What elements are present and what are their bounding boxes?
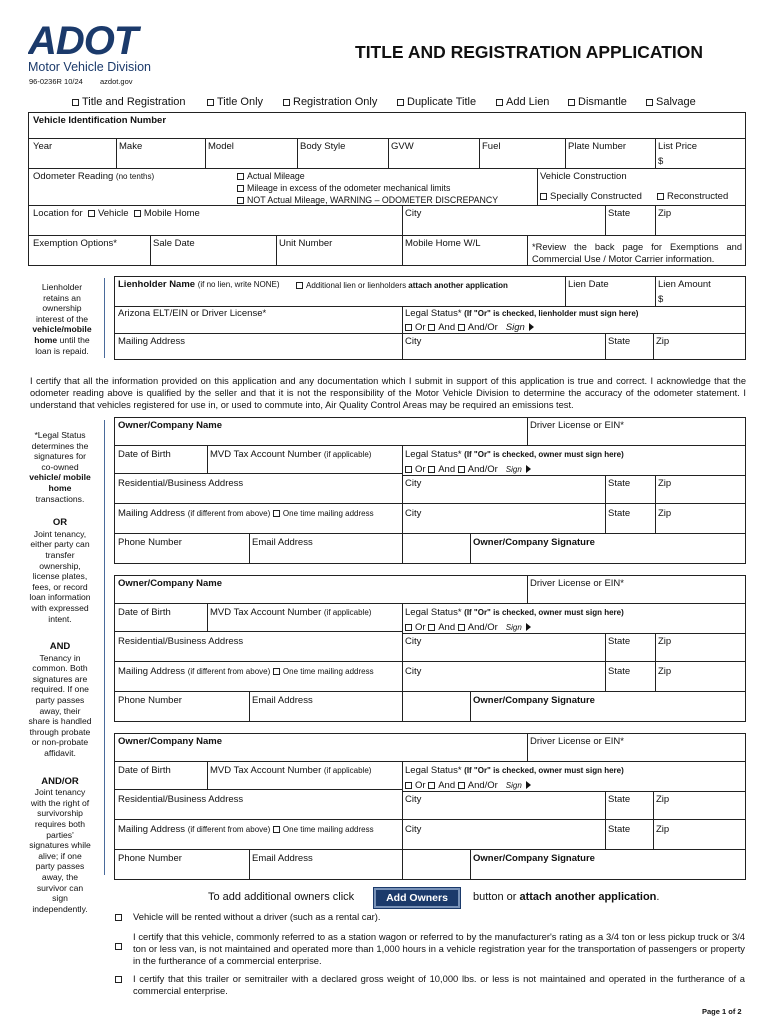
lien-city: City (405, 336, 422, 347)
owner-dob-label: Date of Birth (118, 449, 171, 460)
owner-city: City (405, 478, 422, 489)
checkbox[interactable] (237, 185, 244, 192)
owner-email: Email Address (252, 695, 313, 706)
checkbox[interactable] (397, 99, 404, 106)
owner-dob-label: Date of Birth (118, 765, 171, 776)
unit-number: Unit Number (279, 238, 333, 249)
location-state: State (608, 208, 631, 219)
vin-label: Vehicle Identification Number (33, 115, 167, 126)
owner-mailing-zip: Zip (658, 666, 672, 677)
location-zip: Zip (658, 208, 672, 219)
owner-mailing-city: City (405, 508, 422, 519)
app-type-dismantle[interactable] (568, 96, 627, 108)
and-checkbox[interactable] (428, 466, 435, 473)
sign-arrow-icon[interactable] (526, 465, 531, 473)
owner-mailing-city: City (405, 824, 422, 835)
owner-mailing-zip: Zip (658, 508, 672, 519)
or-checkbox[interactable] (405, 466, 412, 473)
owner-mailing-state: State (608, 666, 631, 677)
and-checkbox[interactable] (428, 324, 435, 331)
checkbox[interactable] (88, 210, 95, 217)
mailing-sub: (if different from above) (187, 667, 271, 676)
owner-mvd-tax (210, 607, 371, 618)
app-type-title-registration[interactable] (72, 96, 186, 108)
lien-mailing: Mailing Address (118, 336, 186, 347)
app-type-label: Title and Registration (82, 96, 186, 108)
side-note-bold: vehicle/mobile home (32, 324, 92, 345)
odometer-label (33, 171, 154, 182)
checkbox[interactable] (237, 197, 244, 204)
owner-zip: Zip (658, 636, 672, 647)
legal-status-side (28, 430, 92, 914)
lienholder-name (118, 279, 280, 290)
legal-intro (28, 430, 92, 504)
owner-city: City (405, 636, 422, 647)
year-label: Year (33, 141, 53, 152)
app-type-add-lien[interactable] (496, 96, 549, 108)
and-text: And (438, 780, 456, 791)
andor-checkbox[interactable] (458, 624, 465, 631)
owner-mailing-city: City (405, 666, 422, 677)
legal-status-sub: (If "Or" is checked, lienholder must sign here) (464, 309, 639, 318)
model-label: Model (208, 141, 234, 152)
reconstructed[interactable] (657, 191, 728, 202)
division-name: Motor Vehicle Division (28, 60, 151, 74)
legal-status-sub: (If "Or" is checked, owner must sign here) (464, 608, 624, 617)
adot-logo (28, 20, 188, 60)
add-owners-button[interactable]: Add Owners (374, 888, 460, 908)
checkbox[interactable] (540, 193, 547, 200)
review-note: *Review the back page for Exemptions and Commercial Use / Motor Carrier information. (532, 242, 742, 264)
station-wagon-checkbox[interactable] (115, 943, 122, 950)
owner-zip: Zip (658, 478, 672, 489)
side-note-text: Lienholder retains an ownership interest of the (35, 282, 89, 324)
or-text: Or (415, 322, 426, 333)
and-text: And (438, 622, 456, 633)
andor-title: AND/OR (41, 775, 79, 787)
one-time-text: One time mailing address (282, 667, 374, 676)
mailing-sub: (if different from above) (187, 509, 271, 518)
owner-dl-label: Driver License or EIN* (530, 578, 624, 589)
owner-email: Email Address (252, 853, 313, 864)
legal-status-text: Legal Status* (405, 449, 462, 460)
legal-status-sub: (If "Or" is checked, owner must sign here) (464, 766, 624, 775)
owner-email: Email Address (252, 537, 313, 548)
owner-signature: Owner/Company Signature (473, 695, 595, 706)
lien-dollar: $ (658, 294, 664, 305)
owner-state: State (608, 794, 631, 805)
and-title: AND (49, 641, 71, 653)
owner-legal-status (405, 449, 624, 460)
andor-text: Joint tenancy with the right of survivorship requires both parties' signatures while alive; if one party passes away, the survivor can sign independently. (29, 787, 91, 914)
andor-text: And/Or (467, 780, 498, 791)
specially-constructed[interactable] (540, 191, 642, 202)
owner-residential: Residential/Business Address (118, 794, 244, 805)
owner-dl-label: Driver License or EIN* (530, 420, 624, 431)
owner-mailing (118, 666, 374, 677)
one-time-checkbox[interactable] (273, 668, 280, 675)
list-price-dollar: $ (658, 156, 664, 167)
mvd-tax-sub: (if applicable) (323, 608, 372, 617)
lien-state: State (608, 336, 631, 347)
lienholder-name-text: Lienholder Name (118, 279, 196, 290)
checkbox[interactable] (134, 210, 141, 217)
plate-number-label: Plate Number (568, 141, 627, 152)
lien-zip: Zip (656, 336, 670, 347)
owner-section-2 (114, 575, 746, 722)
add-owners-suffix-bold: attach another application (519, 891, 657, 903)
or-checkbox[interactable] (405, 782, 412, 789)
mvd-tax-text: MVD Tax Account Number (210, 765, 322, 776)
legal-status-text: Legal Status* (405, 765, 462, 776)
owner-phone: Phone Number (118, 537, 182, 548)
one-time-text: One time mailing address (282, 509, 374, 518)
lien-date: Lien Date (568, 279, 609, 290)
app-type-label: Title Only (217, 96, 264, 108)
owner-dl-label: Driver License or EIN* (530, 736, 624, 747)
app-type-label: Add Lien (506, 96, 550, 108)
owner-mailing-state: State (608, 824, 631, 835)
andor-text: And/Or (467, 622, 498, 633)
owner-mailing (118, 508, 374, 519)
mvd-tax-sub: (if applicable) (323, 450, 372, 459)
and-text: And (438, 322, 456, 333)
construction-label: Vehicle Construction (540, 171, 627, 182)
legal-status-text: Legal Status* (405, 308, 462, 319)
trailer-text: I certify that this trailer or semitrailer with a declared gross weight of 10,000 lbs. or less is not maintained and operated in the furtherance of a commercial enterprise. (133, 973, 745, 996)
owner-signature: Owner/Company Signature (473, 537, 595, 548)
lienholder-side-note (28, 282, 96, 356)
add-owners-suffix: button or attach another application. (473, 891, 660, 903)
sign-text: Sign (505, 623, 522, 632)
owner-phone: Phone Number (118, 853, 182, 864)
adot-logo-mark (28, 20, 188, 60)
location-for (33, 208, 200, 219)
or-text: Or (415, 622, 426, 633)
andor-text: And/Or (467, 322, 498, 333)
app-type-label: Registration Only (293, 96, 378, 108)
owner-mailing-zip: Zip (656, 824, 670, 835)
owner-legal-status (405, 765, 624, 776)
checkbox[interactable] (646, 99, 653, 106)
mileage-excess-text: Mileage in excess of the odometer mechanical limits (247, 183, 451, 193)
or-checkbox[interactable] (405, 624, 412, 631)
mvd-tax-sub: (if applicable) (323, 766, 372, 775)
fuel-label: Fuel (482, 141, 501, 152)
owner-mvd-tax (210, 449, 371, 460)
body-style-label: Body Style (300, 141, 346, 152)
or-text: Or (415, 464, 426, 475)
sale-date: Sale Date (153, 238, 195, 249)
lien-legal-options (405, 322, 534, 333)
rented-checkbox[interactable] (115, 914, 122, 921)
odometer-sub: (no tenths) (115, 172, 155, 181)
or-checkbox[interactable] (405, 324, 412, 331)
odometer-text: Odometer Reading (33, 171, 114, 182)
location-city: City (405, 208, 422, 219)
make-label: Make (119, 141, 143, 152)
owner-name-label: Owner/Company Name (118, 420, 222, 431)
app-type-label: Salvage (656, 96, 696, 108)
reconstructed-text: Reconstructed (667, 191, 729, 202)
mobile-home-wl: Mobile Home W/L (405, 238, 481, 249)
owner-zip: Zip (656, 794, 670, 805)
mileage-actual[interactable] (237, 171, 305, 182)
owner-section-3 (114, 733, 746, 880)
sign-text: Sign (505, 465, 522, 474)
app-type-label: Dismantle (578, 96, 627, 108)
owner-section-1 (114, 417, 746, 564)
mvd-tax-text: MVD Tax Account Number (210, 607, 322, 618)
legal-intro-text: *Legal Status determines the signatures for co-owned (31, 430, 89, 472)
list-price-label: List Price (658, 141, 698, 152)
or-text: Joint tenancy, either party can transfer ownership, license plates, fees, or record loan information with expressed intent. (29, 528, 91, 624)
owner-state: State (608, 636, 631, 647)
sign-arrow-icon[interactable] (529, 323, 534, 331)
app-type-duplicate-title[interactable] (397, 96, 476, 108)
additional-lien[interactable] (296, 280, 508, 291)
legal-status-sub: (If "Or" is checked, owner must sign here) (464, 450, 624, 459)
mileage-actual-text: Actual Mileage (247, 171, 305, 181)
gvw-label: GVW (391, 141, 414, 152)
mailing-text: Mailing Address (118, 666, 186, 677)
lienholder-name-sub: (if no lien, write NONE) (197, 280, 280, 289)
or-title: OR (52, 517, 68, 529)
sign-text: Sign (505, 781, 522, 790)
lien-amount: Lien Amount (658, 279, 711, 290)
one-time-text: One time mailing address (282, 825, 374, 834)
owner-legal-status (405, 607, 624, 618)
location-for-text: Location for (33, 208, 83, 219)
form-title: TITLE AND REGISTRATION APPLICATION (355, 42, 704, 62)
and-text: Tenancy in common. Both signatures are required. If one party passes away, their share is handled through probate or non-probate affidavit. (28, 652, 92, 759)
owner-legal-options (405, 780, 531, 791)
trailer-checkbox[interactable] (115, 976, 122, 983)
checkbox[interactable] (657, 193, 664, 200)
owner-legal-options (405, 622, 531, 633)
sign-arrow-icon[interactable] (526, 781, 531, 789)
checkbox[interactable] (283, 99, 290, 106)
exemption-options: Exemption Options* (33, 238, 117, 249)
checkbox[interactable] (72, 99, 79, 106)
one-time-checkbox[interactable] (273, 510, 280, 517)
owner-mvd-tax (210, 765, 371, 776)
mileage-excess[interactable] (237, 183, 450, 194)
one-time-checkbox[interactable] (273, 826, 280, 833)
loc-vehicle-text: Vehicle (97, 208, 129, 219)
specially-constructed-text: Specially Constructed (550, 191, 642, 202)
legal-intro-bold: vehicle/ mobile home (29, 472, 91, 493)
app-type-registration-only[interactable] (283, 96, 377, 108)
loc-mobile-home-text: Mobile Home (143, 208, 200, 219)
owner-residential: Residential/Business Address (118, 478, 244, 489)
and-text: And (438, 464, 456, 475)
mailing-text: Mailing Address (118, 508, 186, 519)
form-number: 96-0236R 10/24 (29, 77, 83, 86)
owner-residential: Residential/Business Address (118, 636, 244, 647)
owner-mailing (118, 824, 374, 835)
legal-status-text: Legal Status* (405, 607, 462, 618)
owner-phone: Phone Number (118, 695, 182, 706)
legal-intro-end: transactions. (35, 493, 85, 504)
owner-state: State (608, 478, 631, 489)
additional-lien-bold: attach another application (408, 281, 508, 290)
mvd-tax-text: MVD Tax Account Number (210, 449, 322, 460)
owner-name-label: Owner/Company Name (118, 578, 222, 589)
website: azdot.gov (100, 77, 133, 86)
and-checkbox[interactable] (428, 624, 435, 631)
page-number: Page 1 of 2 (702, 1007, 742, 1016)
owners-bracket (104, 420, 105, 875)
add-owners-suffix-text: button or (473, 891, 517, 903)
rented-text: Vehicle will be rented without a driver (such as a rental car). (133, 911, 381, 922)
side-note-end: until the loan is repaid. (35, 334, 90, 356)
andor-checkbox[interactable] (458, 324, 465, 331)
owner-dob-label: Date of Birth (118, 607, 171, 618)
app-type-label: Duplicate Title (407, 96, 477, 108)
andor-text: And/Or (467, 464, 498, 475)
station-wagon-text: I certify that this vehicle, commonly referred to as a station wagon or referred to by the manufacturer's rating as a 3/4 ton or less pickup truck or 3/4 ton or less van, is not maintained and operated more than 1,000 hours in a vehicle registration year for the transportation of passengers or property in the furtherance of a commercial enterprise. (133, 931, 745, 966)
sign-text: Sign (505, 322, 525, 333)
owner-mailing-state: State (608, 508, 631, 519)
app-type-title-only[interactable] (207, 96, 263, 108)
andor-checkbox[interactable] (458, 782, 465, 789)
elt-label: Arizona ELT/EIN or Driver License* (118, 308, 267, 319)
mileage-not-actual-text: NOT Actual Mileage, WARNING – ODOMETER DISCREPANCY (247, 195, 499, 205)
mailing-sub: (if different from above) (187, 825, 271, 834)
checkbox[interactable] (207, 99, 214, 106)
additional-lien-text: Additional lien or lienholders (306, 281, 407, 290)
owner-city: City (405, 794, 422, 805)
add-owners-prefix: To add additional owners click (208, 891, 355, 903)
owner-name-label: Owner/Company Name (118, 736, 222, 747)
lien-bracket (104, 278, 105, 358)
checkbox[interactable] (568, 99, 575, 106)
checkbox[interactable] (237, 173, 244, 180)
mailing-text: Mailing Address (118, 824, 186, 835)
andor-checkbox[interactable] (458, 466, 465, 473)
sign-arrow-icon[interactable] (526, 623, 531, 631)
or-text: Or (415, 780, 426, 791)
certification-text: I certify that all the information provided on this application and any documentation which I submit in support of this application is true and correct. I acknowledge that the odometer reading above is qualified by the seller and that it is not the responsibility of the Motor Vehicle Division to determine the accuracy of the odometer statement. I understand that vehicles registered for use in, or used to commute into, Air Quality Control Areas may be required an emissions test. (30, 376, 746, 411)
and-checkbox[interactable] (428, 782, 435, 789)
lien-legal-status (405, 308, 638, 319)
checkbox[interactable] (496, 99, 503, 106)
checkbox[interactable] (296, 282, 303, 289)
owner-legal-options (405, 464, 531, 475)
owner-signature: Owner/Company Signature (473, 853, 595, 864)
app-type-salvage[interactable] (646, 96, 696, 108)
logo-text: ADOT (28, 20, 138, 60)
